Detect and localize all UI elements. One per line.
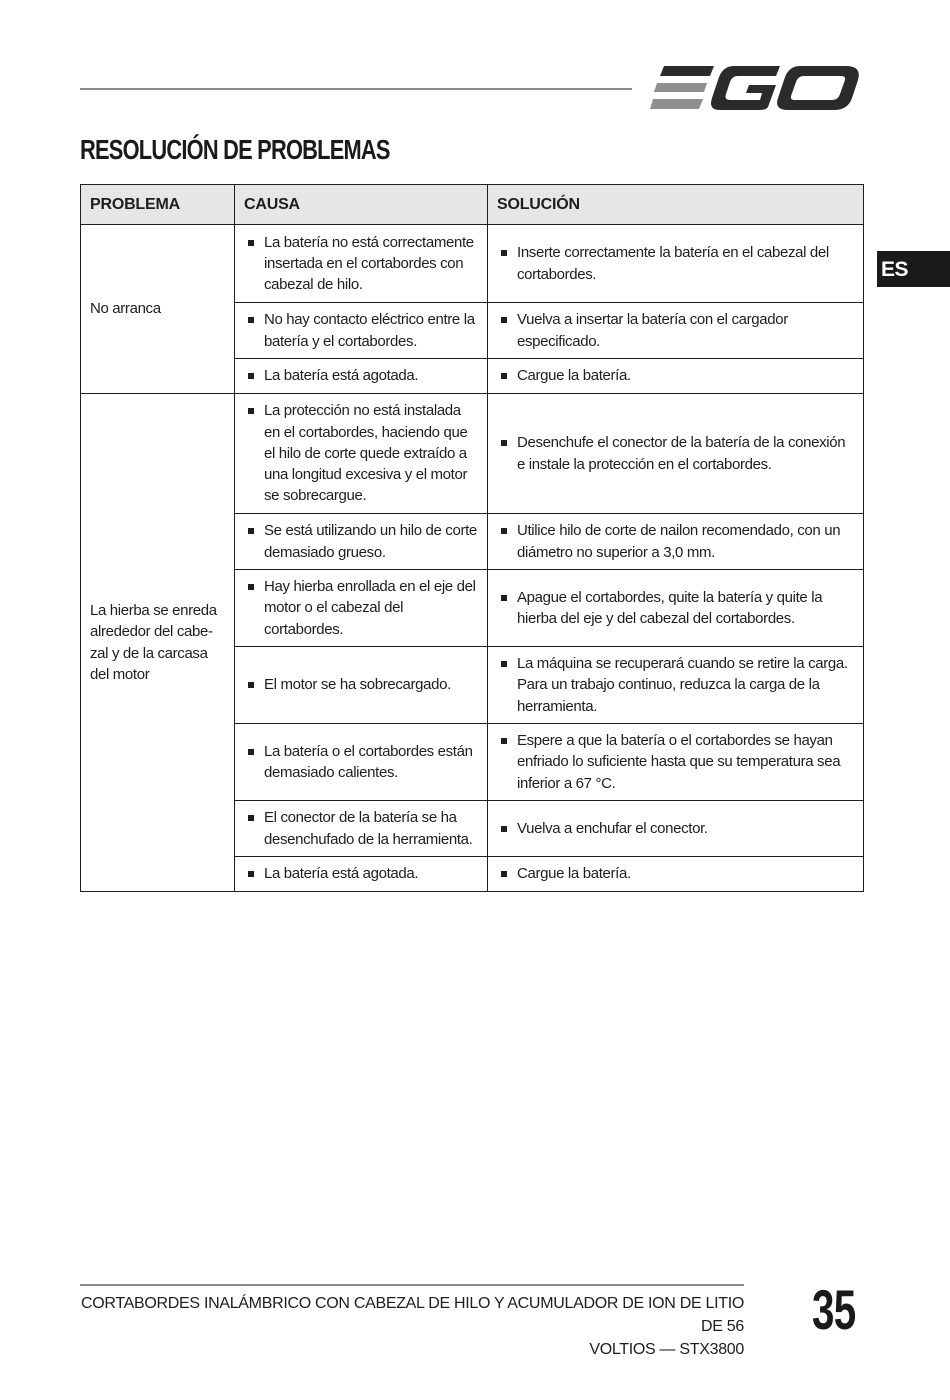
solution-text: Vuelva a enchufar el conector. xyxy=(517,819,708,837)
solution-text: Apague el cortabordes, quite la batería y quite la hierba del eje y del cabezal del cortabordes. xyxy=(517,588,823,627)
solution-text: Espere a que la batería o el cortabordes se hayan enfriado lo suficiente hasta que su temperatura sea inferior a 67 °C. xyxy=(517,732,841,792)
bullet-icon xyxy=(244,232,264,253)
cause-text: Se está utilizando un hilo de corte demasiado grueso. xyxy=(264,522,477,561)
bullet-icon xyxy=(244,520,264,541)
bullet-icon xyxy=(497,309,517,330)
footer-divider xyxy=(80,1284,744,1286)
solution-text: Cargue la batería. xyxy=(517,865,631,883)
solution-cell xyxy=(488,359,864,394)
solution-cell xyxy=(488,225,864,303)
solution-text: Cargue la batería. xyxy=(517,367,631,385)
table-row xyxy=(81,394,864,514)
solution-cell xyxy=(488,394,864,514)
bullet-icon xyxy=(497,365,517,386)
cause-text: No hay contacto eléctrico entre la batería y el cortabordes. xyxy=(264,311,475,350)
footer-product-title xyxy=(80,1292,744,1361)
page-title: RESOLUCIÓN DE PROBLEMAS xyxy=(80,134,390,165)
problem-cell: La hierba se enreda alrededor del cabe-zal y de la carcasa del motor xyxy=(81,394,235,892)
header-cause: CAUSA xyxy=(235,185,488,225)
bullet-icon xyxy=(497,520,517,541)
solution-cell xyxy=(488,647,864,724)
top-divider xyxy=(80,88,632,90)
bullet-icon xyxy=(497,653,517,674)
bullet-icon xyxy=(244,576,264,597)
cause-cell xyxy=(235,724,488,801)
solution-text: Inserte correctamente la batería en el cabezal del cortabordes. xyxy=(517,244,829,283)
cause-cell xyxy=(235,359,488,394)
ego-logo xyxy=(650,60,865,118)
cause-text: La batería no está correctamente insertada en el cortabordes con cabezal de hilo. xyxy=(264,233,474,294)
cause-text: La batería está agotada. xyxy=(264,865,419,883)
bullet-icon xyxy=(497,863,517,884)
cause-cell xyxy=(235,514,488,570)
bullet-icon xyxy=(497,432,517,453)
footer-line-2: VOLTIOS — STX3800 xyxy=(589,1341,744,1358)
troubleshooting-table xyxy=(80,184,864,892)
cause-cell xyxy=(235,394,488,514)
bullet-icon xyxy=(244,400,264,421)
table-header-row xyxy=(81,185,864,225)
header-problem: PROBLEMA xyxy=(81,185,235,225)
cause-text: El motor se ha sobrecargado. xyxy=(264,676,451,694)
solution-cell xyxy=(488,857,864,892)
solution-cell xyxy=(488,724,864,801)
table-row xyxy=(81,225,864,303)
language-tab: ES xyxy=(877,251,950,287)
solution-text: Utilice hilo de corte de nailon recomendado, con un diámetro no superior a 3,0 mm. xyxy=(517,522,841,561)
bullet-icon xyxy=(244,863,264,884)
solution-cell xyxy=(488,570,864,647)
cause-cell xyxy=(235,647,488,724)
problem-cell: No arranca xyxy=(81,225,235,394)
bullet-icon xyxy=(244,674,264,695)
bullet-icon xyxy=(244,807,264,828)
bullet-icon xyxy=(497,818,517,839)
bullet-icon xyxy=(244,309,264,330)
cause-text: La batería está agotada. xyxy=(264,367,419,385)
solution-cell xyxy=(488,801,864,857)
bullet-icon xyxy=(244,365,264,386)
cause-cell xyxy=(235,801,488,857)
cause-cell xyxy=(235,570,488,647)
solution-cell xyxy=(488,514,864,570)
bullet-icon xyxy=(497,242,517,263)
cause-text: La batería o el cortabordes están demasiado calientes. xyxy=(264,742,473,781)
cause-cell xyxy=(235,303,488,359)
solution-text: Desenchufe el conector de la batería de la conexión e instale la protección en el cortabordes. xyxy=(517,434,846,473)
cause-cell xyxy=(235,225,488,303)
bullet-icon xyxy=(497,587,517,608)
cause-text: Hay hierba enrollada en el eje del motor o el cabezal del cortabordes. xyxy=(264,578,476,638)
solution-text: La máquina se recuperará cuando se retire la carga. Para un trabajo continuo, reduzca la carga de la herramienta. xyxy=(517,655,848,715)
bullet-icon xyxy=(244,741,264,762)
bullet-icon xyxy=(497,730,517,751)
page-number: 35 xyxy=(812,1278,856,1341)
header-solution: SOLUCIÓN xyxy=(488,185,864,225)
solution-text: Vuelva a insertar la batería con el cargador especificado. xyxy=(517,311,788,350)
cause-text: La protección no está instalada en el cortabordes, haciendo que el hilo de corte quede extraído a una longitud excesiva y el motor se sobrecargue. xyxy=(264,402,468,505)
cause-text: El conector de la batería se ha desenchufado de la herramienta. xyxy=(264,809,473,848)
footer-line-1: CORTABORDES INALÁMBRICO CON CABEZAL DE HILO Y ACUMULADOR DE ION DE LITIO DE 56 xyxy=(81,1295,744,1335)
solution-cell xyxy=(488,303,864,359)
cause-cell xyxy=(235,857,488,892)
